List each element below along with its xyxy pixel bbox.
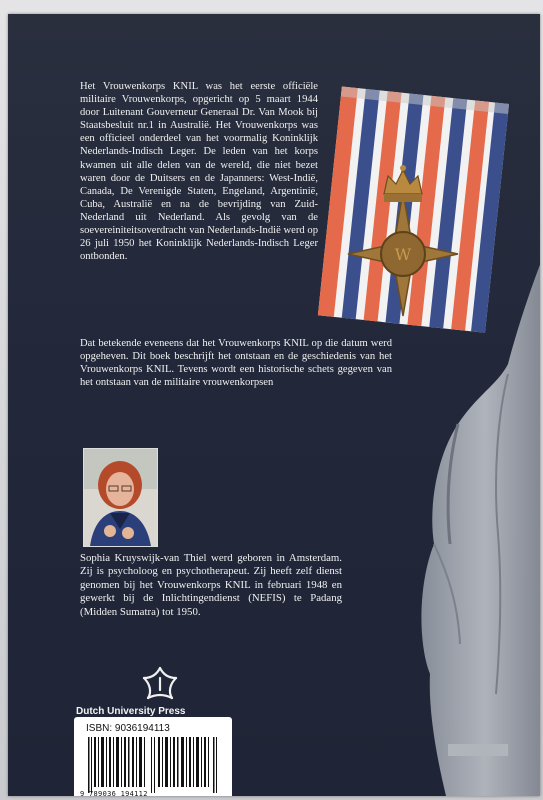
barcode-label: [74, 717, 232, 796]
publisher-name: Dutch University Press: [76, 706, 186, 717]
isbn-number: ISBN: 9036194113: [86, 723, 170, 734]
author-portrait: [83, 448, 158, 547]
barcode-icon: [88, 737, 218, 793]
author-bio: Sophia Kruyswijk-van Thiel werd geboren in Amsterdam. Zij is psycholoog en psychotherapeut. Zij heeft zelf dienst genomen bij het Vrouwenkorps KNIL in februari 1948 en gewerkt bij de Inlichtingendienst (NEFIS) te Padang (Midden Sumatra) tot 1950.: [80, 552, 342, 618]
publisher-logo-icon: [136, 664, 184, 704]
medal-image: [308, 84, 513, 344]
barcode-digits: 9 789036 194112: [80, 790, 148, 796]
blurb-paragraph-bottom: Dat betekende eveneens dat het Vrouwenkorps KNIL op die datum werd opgeheven. Dit boek beschrijft het ontstaan en de geschiedenis van het Vrouwenkorps KNIL. Tevens wordt een historische schets gegeven van het ontstaan van de militaire vrouwenkorpsen: [80, 338, 392, 389]
svg-text:W: W: [394, 245, 412, 264]
blurb-paragraph-top: Het Vrouwenkorps KNIL was het eerste officiële militaire Vrouwenkorps, opgericht op 5 maart 1944 door Luitenant Gouverneur Generaal Dr. Van Mook bij Staatsbesluit nr.1 in Australië. Het Vrouwenkorps was een officieel onderdeel van het voormalig Koninklijk Nederlands-Indisch Leger. De leden van het korps kwamen uit alle delen van de wereld, die niet bezet waren door de Duitsers en de Japanners: West-Indië, Canada, De Verenigde Staten, Engeland, Argentinië, Cuba, Australië en na de bevrijding van Zuid-Nederland uit Nederland. Als gevolg van de soevereiniteitsoverdracht van Nederlands-Indië werd op 26 juli 1950 het Koninklijk Nederlands-Indisch Leger ontbonden.: [80, 81, 318, 263]
back-cover: [8, 14, 540, 796]
